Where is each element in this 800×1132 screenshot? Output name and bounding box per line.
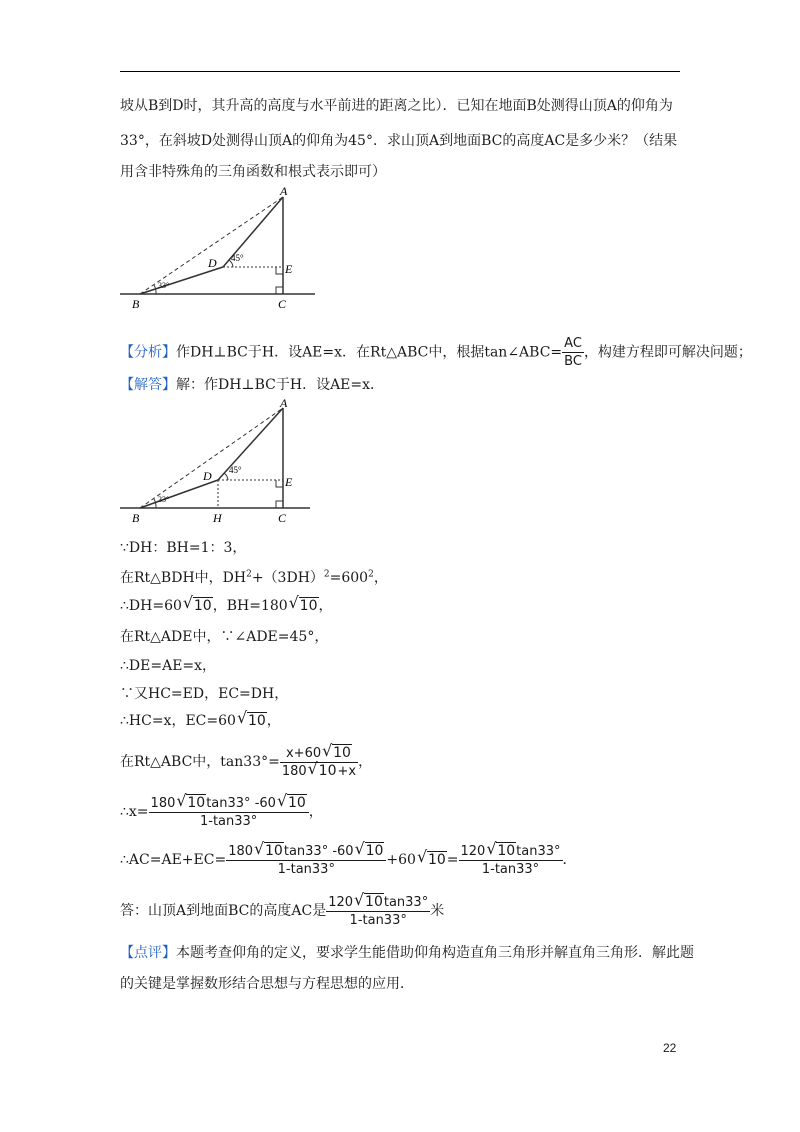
label-B: B <box>132 297 140 311</box>
comment-tag: 【点评】 <box>120 945 176 961</box>
fraction-x: $\frac{180√ 10\tan 33^\circ -60√ 10}{1-\tan 33^\circ}$ <box>149 796 309 829</box>
header-rule <box>120 71 680 72</box>
step-8: 在Rt△ABC中，tan33°= $\frac{x+60√ 10}{180√ 10+x}$ ， <box>120 744 372 780</box>
angle-arc-D <box>224 473 228 480</box>
label-E: E <box>285 262 293 276</box>
comment-line-1: 【点评】本题考查仰角的定义，要求学生能借助仰角构造直角三角形并解直角三角形．解此题 <box>120 945 694 961</box>
figure-1 <box>115 185 325 315</box>
step-3: ∴DH=60√ 10，BH=180√ 10， <box>120 596 333 616</box>
right-angle-E <box>276 480 283 487</box>
solution-tag: 【解答】 <box>120 377 176 393</box>
step-2: 在Rt△BDH中，$DH^2+(3DH)^2=600^2$， <box>120 569 388 586</box>
problem-line-1: 坡从B到D时，其升高的高度与水平前进的距离之比）．已知在地面B处测得山顶A的仰角为 <box>120 98 673 114</box>
step-1: ∵DH：BH=1：3， <box>120 540 247 556</box>
label-A: A <box>280 185 288 198</box>
label-B: B <box>132 511 140 525</box>
step-10: ∴AC=AE+EC= $\frac{180√ 10\tan 33^\circ -60√ 10}{1-\tan 33^\circ}$ +60√ 10= $\frac{120√ 10\tan 33^\circ}{1-\tan 33^\circ}$ ． <box>120 842 577 878</box>
sqrt-10: √ 10 <box>183 596 213 616</box>
right-angle-E <box>276 267 283 274</box>
line-BA <box>140 197 283 294</box>
angle-label-33: 33° <box>158 281 170 290</box>
solution-line: 【解答】解：作DH⊥BC于H．设AE=x． <box>120 377 385 393</box>
step-5: ∴DE=AE=x， <box>120 658 217 674</box>
comment-line-2: 的关键是掌握数形结合思想与方程思想的应用． <box>120 976 414 992</box>
problem-line-2: 33°，在斜坡D处测得山顶A的仰角为45°．求山顶A到地面BC的高度AC是多少米？（结果 <box>120 133 678 149</box>
fraction-answer: $\frac{120√ 10\tan 33^\circ}{1-\tan 33^\circ}$ <box>326 895 430 928</box>
step-7: ∴HC=x，EC=60√ 10， <box>120 711 281 731</box>
page-number: 22 <box>663 1041 677 1055</box>
angle-label-33: 33° <box>158 495 170 504</box>
analysis-line: 【分析】作DH⊥BC于H．设AE=x．在Rt△ABC中，根据tan∠ABC= $\frac{AC}{BC}$ ，构建方程即可解决问题； <box>120 336 752 369</box>
step-4: 在Rt△ADE中，∵∠ADE=45°， <box>120 629 329 645</box>
fraction-tan33: $\frac{x+60√ 10}{180√ 10+x}$ <box>280 746 358 779</box>
problem-line-3: 用含非特殊角的三角函数和根式表示即可） <box>120 164 386 180</box>
line-BD <box>140 480 218 508</box>
angle-label-45: 45° <box>229 465 242 475</box>
right-angle-C <box>276 287 283 294</box>
step-6: ∵又HC=ED，EC=DH， <box>120 686 289 702</box>
fraction-ac-2: $\frac{120√ 10\tan 33^\circ}{1-\tan 33^\circ}$ <box>459 844 563 877</box>
analysis-tag: 【分析】 <box>120 344 176 361</box>
figure-2 <box>115 398 325 528</box>
right-angle-C <box>276 501 283 508</box>
label-D: D <box>203 469 212 483</box>
label-C: C <box>278 511 287 525</box>
fraction-ac-1: $\frac{180√ 10\tan 33^\circ -60√ 10}{1-\tan 33^\circ}$ <box>226 844 386 877</box>
label-H: H <box>213 511 222 525</box>
label-E: E <box>285 475 293 489</box>
sqrt-10: √ 10 <box>289 596 319 616</box>
sqrt-10: √ 10 <box>237 711 267 731</box>
line-DA <box>218 408 283 480</box>
angle-label-45: 45° <box>231 253 244 263</box>
label-C: C <box>278 297 287 311</box>
step-9: ∴x= $\frac{180√ 10\tan 33^\circ -60√ 10}{1-\tan 33^\circ}$ ， <box>120 794 323 830</box>
fraction-ac-bc: $\frac{AC}{BC}$ <box>564 336 582 369</box>
answer-line: 答：山顶A到地面BC的高度AC是 $\frac{120√ 10\tan 33^\circ}{1-\tan 33^\circ}$ 米 <box>120 893 444 929</box>
line-BD <box>140 267 223 294</box>
label-D: D <box>208 256 217 270</box>
line-BA <box>140 408 283 508</box>
label-A: A <box>280 398 288 410</box>
